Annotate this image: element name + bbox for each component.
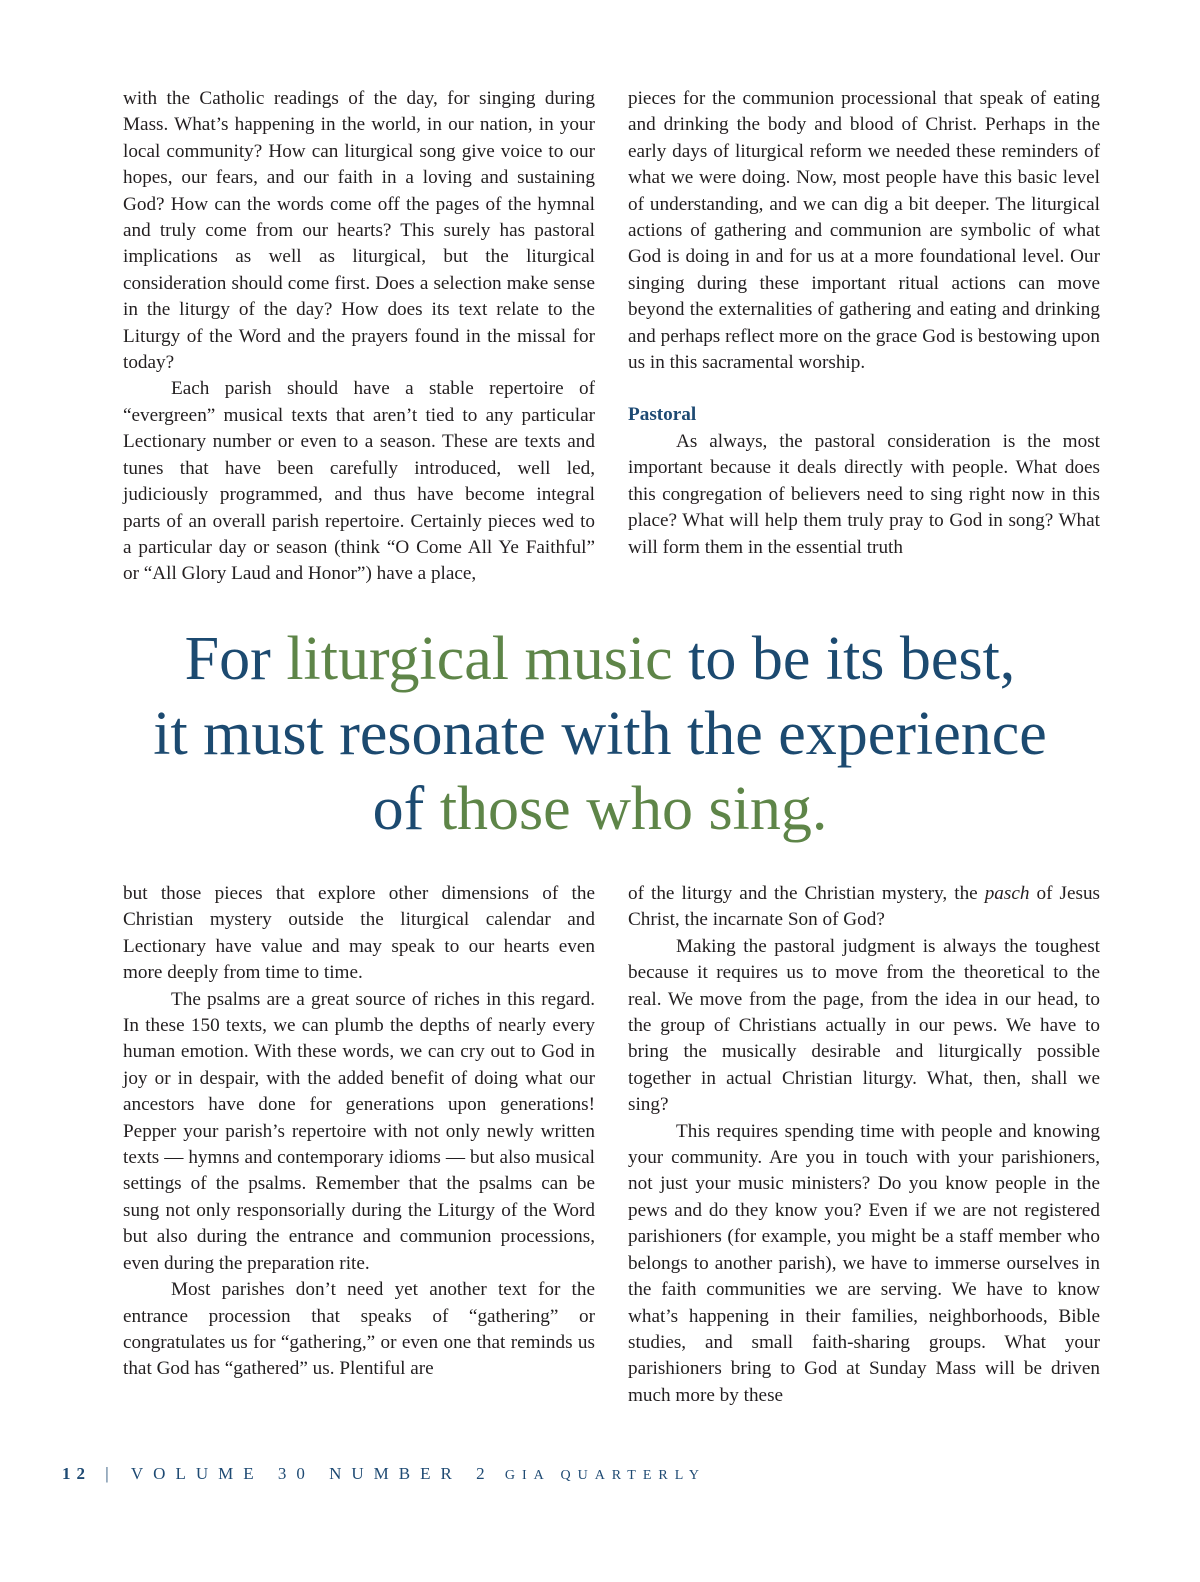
paragraph-text: of the liturgy and the Christian mystery, the: [628, 883, 985, 904]
column-bottom-right: [628, 881, 1100, 1409]
paragraph: Each parish should have a stable repertoire of “evergreen” musical texts that aren’t tied to any particular Lectionary number or even to a season. These are texts and tunes that have been carefully introduced, well led, judiciously programmed, and thus have become integral parts of an overall parish repertoire. Certainly pieces wed to a particular day or season (think “O Come All Ye Faithful” or “All Glory Laud and Honor”) have a place,: [123, 378, 595, 585]
column-bottom-left: [123, 881, 595, 1383]
paragraph: The psalms are a great source of riches in this regard. In these 150 texts, we can plumb the depths of nearly every human emotion. With these words, we can cry out to God in joy or in despair, with the added benefit of doing what our ancestors have done for generations upon generations! Pepper your parish’s repertoire with not only newly written texts — hymns and contemporary idioms — but also musical settings of the psalms. Remember that the psalms can be sung not only responsorially during the Liturgy of the Word but also during the entrance and communion processions, even during the preparation rite.: [123, 988, 595, 1274]
paragraph: Making the pastoral judgment is always the toughest because it requires us to move from the theoretical to the real. We move from the page, from the idea in our head, to the group of Christians actually in our pews. We have to bring the musically desirable and liturgically possible together in actual Christian liturgy. What, then, shall we sing?: [628, 935, 1100, 1116]
pull-quote-line-1: [60, 622, 1140, 697]
paragraph: pieces for the communion processional that speak of eating and drinking the body and blood of Christ. Perhaps in the early days of liturgical reform we needed these reminders of what we were doing. Now, most people have this basic level of understanding, and we can dig a bit deeper. The liturgical actions of gathering and communion are symbolic of what God is doing in and for us at a more foundational level. Our singing during these important ritual actions can move beyond the externalities of gathering and eating and drinking and perhaps reflect more on the grace God is bestowing upon us in this sacramental worship.: [628, 88, 1100, 374]
section-heading-pastoral: Pastoral: [628, 404, 697, 426]
magazine-name: GIA QUARTERLY: [504, 1468, 706, 1483]
pull-quote-text: For: [184, 625, 287, 693]
pull-quote-highlight: liturgical music: [286, 625, 673, 693]
paragraph-text: of Jesus Christ, the incarnate Son of God?: [628, 883, 1101, 931]
page-footer: [62, 1464, 706, 1488]
footer-separator: |: [105, 1464, 109, 1483]
paragraph: with the Catholic readings of the day, for singing during Mass. What’s happening in the world, in our nation, in your local community? How can liturgical song give voice to our hopes, our fears, and our faith in a loving and sustaining God? How can the words come off the pages of the hymnal and truly come from our hearts? This surely has pastoral implications as well as liturgical, but the liturgical consideration should come first. Does a selection make sense in the liturgy of the day? How does its text relate to the Liturgy of the Word and the prayers found in the missal for today?: [123, 88, 595, 374]
paragraph: As always, the pastoral consideration is the most important because it deals directly with people. What does this congregation of believers need to sing right now in this place? What will help them truly pray to God in song? What will form them in the essential truth: [628, 430, 1100, 558]
column-top-right: [628, 86, 1100, 561]
paragraph: This requires spending time with people and knowing your community. Are you in touch with your parishioners, not just your music ministers? Do you know people in the pews and do they know you? Even if we are not registered parishioners (for example, you might be a staff member who belongs to another parish), we have to immerse ourselves in the faith communities we are serving. We have to know what’s happening in their families, neighborhoods, Bible studies, and small faith-sharing groups. What your parishioners bring to God at Sunday Mass will be driven much more by these: [628, 1120, 1100, 1406]
volume-label: VOLUME 30 NUMBER 2: [130, 1464, 495, 1483]
pull-quote-text: to be its best,: [672, 625, 1016, 693]
paragraph: but those pieces that explore other dimensions of the Christian mystery outside the liturgical calendar and Lectionary have value and may speak to our hearts even more deeply from time to time.: [123, 883, 595, 984]
column-top-left: [123, 86, 595, 588]
pull-quote-text: of: [372, 775, 440, 843]
pull-quote-highlight: those who sing.: [439, 775, 828, 843]
pull-quote-line-3: [60, 772, 1140, 847]
page-number: 12: [62, 1464, 91, 1483]
pull-quote-line-2: it must resonate with the experience: [153, 700, 1047, 768]
pull-quote: [60, 622, 1140, 847]
italic-term: pasch: [984, 883, 1030, 904]
paragraph: Most parishes don’t need yet another text for the entrance procession that speaks of “gathering” or congratulates us for “gathering,” or even one that reminds us that God has “gathered” us. Plentiful are: [123, 1279, 595, 1380]
paragraph: [628, 881, 1100, 934]
